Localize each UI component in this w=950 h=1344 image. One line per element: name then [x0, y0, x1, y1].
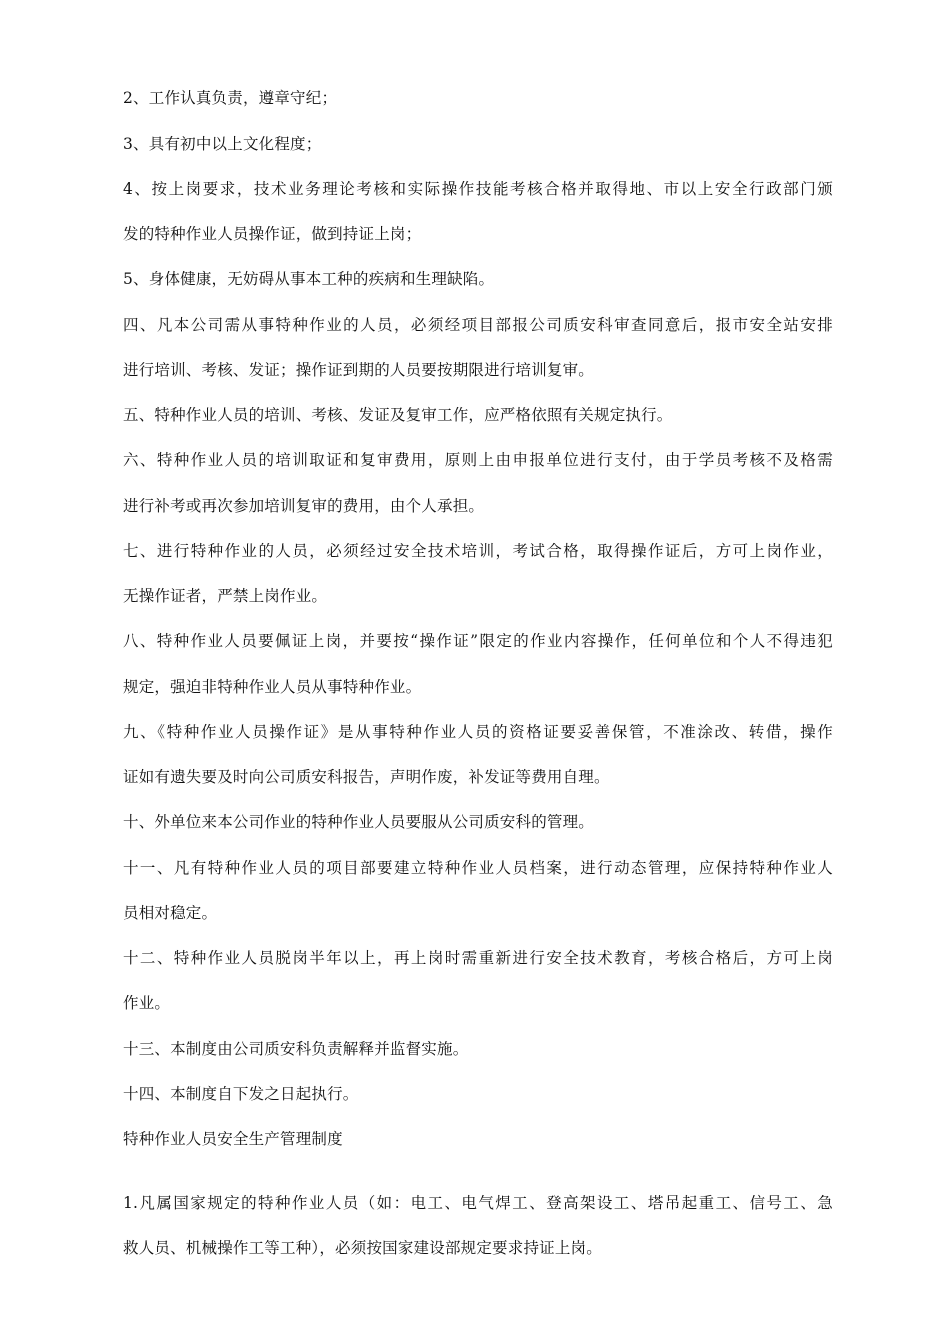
text-line: 2、工作认真负责，遵章守纪； — [123, 89, 338, 107]
text-line: 十一、凡有特种作业人员的项目部要建立特种作业人员档案，进行动态管理，应保持特种作业人 — [123, 859, 833, 877]
text-line: 发的特种作业人员操作证，做到持证上岗； — [123, 225, 422, 243]
text-line: 十三、本制度由公司质安科负责解释并监督实施。 — [123, 1040, 469, 1058]
text-line: 证如有遗失要及时向公司质安科报告，声明作废，补发证等费用自理。 — [123, 768, 610, 786]
text-line: 六、特种作业人员的培训取证和复审费用，原则上由申报单位进行支付，由于学员考核不及格需 — [123, 451, 833, 469]
text-line: 七、进行特种作业的人员，必须经过安全技术培训，考试合格，取得操作证后，方可上岗作业， — [123, 542, 833, 560]
text-line: 十四、本制度自下发之日起执行。 — [123, 1085, 359, 1103]
text-line: 进行补考或再次参加培训复审的费用，由个人承担。 — [123, 497, 485, 515]
text-line: 进行培训、考核、发证；操作证到期的人员要按期限进行培训复审。 — [123, 361, 595, 379]
text-line: 员相对稳定。 — [123, 904, 218, 922]
text-line: 5、身体健康，无妨碍从事本工种的疾病和生理缺陷。 — [123, 270, 495, 288]
text-line: 1.凡属国家规定的特种作业人员（如：电工、电气焊工、登高架设工、塔吊起重工、信号工、急 — [123, 1194, 833, 1212]
text-line: 无操作证者，严禁上岗作业。 — [123, 587, 328, 605]
text-line: 八、特种作业人员要佩证上岗，并要按“操作证”限定的作业内容操作，任何单位和个人不得违犯 — [123, 632, 833, 650]
text-line: 九、《特种作业人员操作证》是从事特种作业人员的资格证要妥善保管，不准涂改、转借，操作 — [123, 723, 833, 741]
text-line: 4、按上岗要求，技术业务理论考核和实际操作技能考核合格并取得地、市以上安全行政部门颁 — [123, 180, 833, 198]
text-line: 作业。 — [123, 994, 171, 1012]
text-line: 救人员、机械操作工等工种），必须按国家建设部规定要求持证上岗。 — [123, 1239, 602, 1257]
text-line: 规定，强迫非特种作业人员从事特种作业。 — [123, 678, 422, 696]
text-line: 十、外单位来本公司作业的特种作业人员要服从公司质安科的管理。 — [123, 813, 595, 831]
text-line: 五、特种作业人员的培训、考核、发证及复审工作，应严格依照有关规定执行。 — [123, 406, 673, 424]
text-line: 十二、特种作业人员脱岗半年以上，再上岗时需重新进行安全技术教育，考核合格后，方可上岗 — [123, 949, 833, 967]
text-line: 四、凡本公司需从事特种作业的人员，必须经项目部报公司质安科审查同意后，报市安全站安排 — [123, 316, 833, 334]
section-title: 特种作业人员安全生产管理制度 — [123, 1130, 343, 1148]
text-line: 3、具有初中以上文化程度； — [123, 135, 322, 153]
